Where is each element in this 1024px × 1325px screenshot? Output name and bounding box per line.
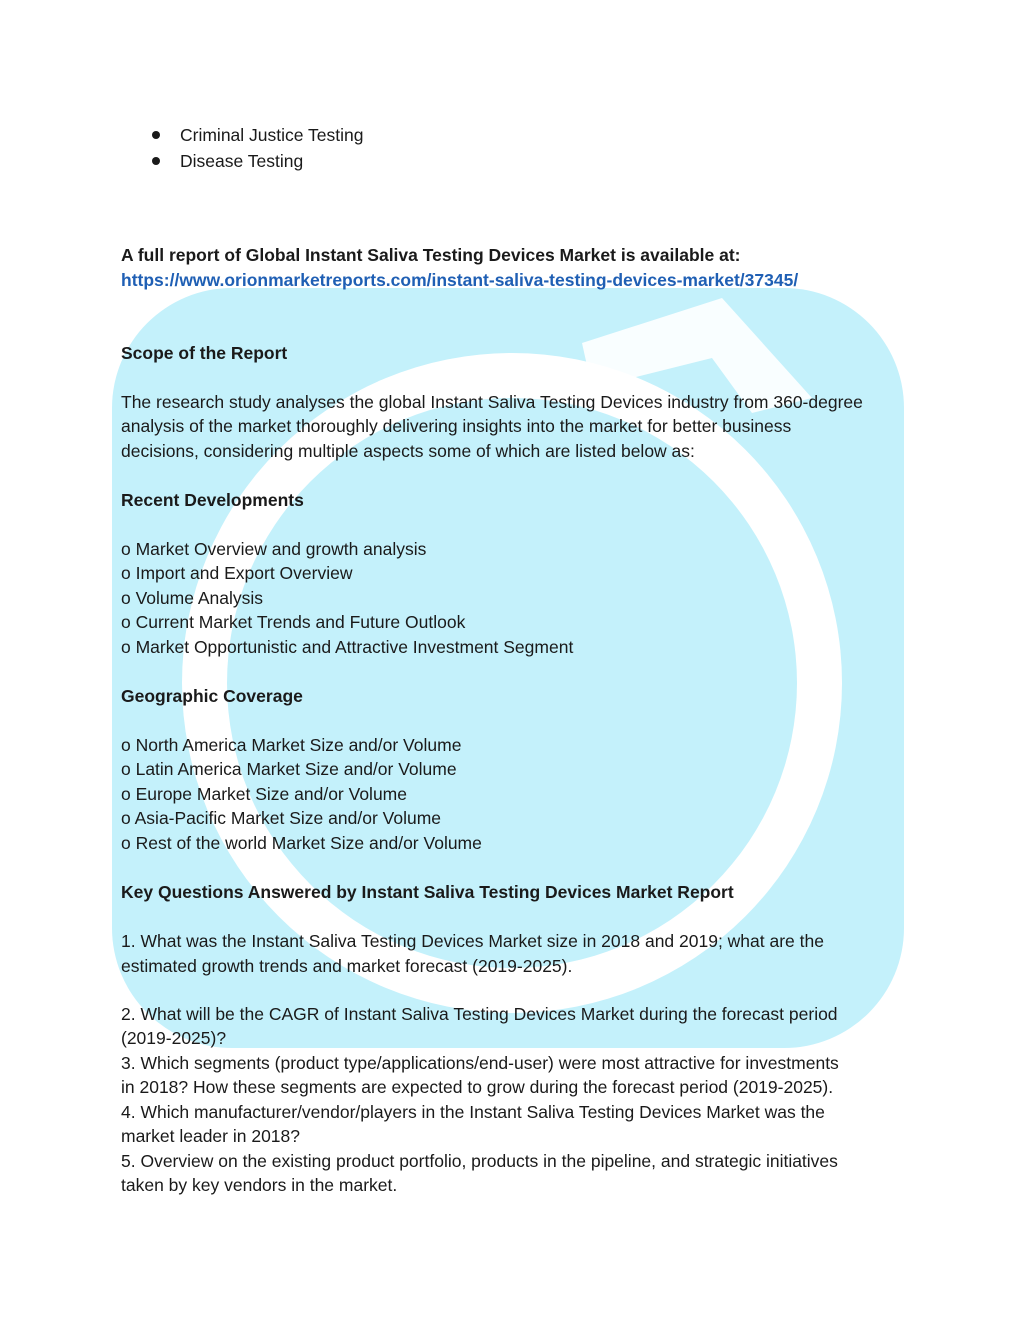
question-line: taken by key vendors in the market. <box>121 1175 398 1195</box>
bullet-list <box>148 122 364 174</box>
recent-developments-heading: Recent Developments <box>121 490 304 510</box>
bullet-item: Criminal Justice Testing <box>148 122 364 148</box>
recent-item: o Volume Analysis <box>121 588 264 608</box>
recent-item: o Market Overview and growth analysis <box>121 539 427 559</box>
report-link[interactable]: https://www.orionmarketreports.com/instant-saliva-testing-devices-market/37345/ <box>121 270 799 290</box>
geo-item: o Asia-Pacific Market Size and/or Volume <box>121 808 442 828</box>
intro-line: The research study analyses the global Instant Saliva Testing Devices industry from 360-degree <box>121 392 863 412</box>
question-line: 4. Which manufacturer/vendor/players in the Instant Saliva Testing Devices Market was the <box>121 1102 825 1122</box>
geo-item: o Latin America Market Size and/or Volume <box>121 759 457 779</box>
geographic-coverage-heading: Geographic Coverage <box>121 686 303 706</box>
question-line: market leader in 2018? <box>121 1126 300 1146</box>
question-line: (2019-2025)? <box>121 1028 227 1048</box>
geo-item: o North America Market Size and/or Volume <box>121 735 462 755</box>
key-questions-heading: Key Questions Answered by Instant Saliva Testing Devices Market Report <box>121 882 734 902</box>
geo-item: o Rest of the world Market Size and/or Volume <box>121 833 482 853</box>
bullet-item: Disease Testing <box>148 148 364 174</box>
bullet-dot-icon <box>152 157 160 165</box>
question-line: 5. Overview on the existing product portfolio, products in the pipeline, and strategic initiatives <box>121 1151 838 1171</box>
question-line: 1. What was the Instant Saliva Testing Devices Market size in 2018 and 2019; what are the <box>121 931 824 951</box>
scope-heading: Scope of the Report <box>121 343 288 363</box>
intro-line: analysis of the market thoroughly delivering insights into the market for better business <box>121 416 792 436</box>
question-line: in 2018? How these segments are expected to grow during the forecast period (2019-2025). <box>121 1077 834 1097</box>
intro-line: decisions, considering multiple aspects some of which are listed below as: <box>121 441 695 461</box>
question-line: 3. Which segments (product type/applications/end-user) were most attractive for investments <box>121 1053 839 1073</box>
bullet-dot-icon <box>152 131 160 139</box>
question-line: 2. What will be the CAGR of Instant Saliva Testing Devices Market during the forecast period <box>121 1004 838 1024</box>
recent-item: o Import and Export Overview <box>121 563 353 583</box>
recent-item: o Current Market Trends and Future Outlook <box>121 612 466 632</box>
question-line: estimated growth trends and market forecast (2019-2025). <box>121 956 573 976</box>
geo-item: o Europe Market Size and/or Volume <box>121 784 407 804</box>
report-heading: A full report of Global Instant Saliva Testing Devices Market is available at: <box>121 245 741 265</box>
recent-item: o Market Opportunistic and Attractive Investment Segment <box>121 637 574 657</box>
